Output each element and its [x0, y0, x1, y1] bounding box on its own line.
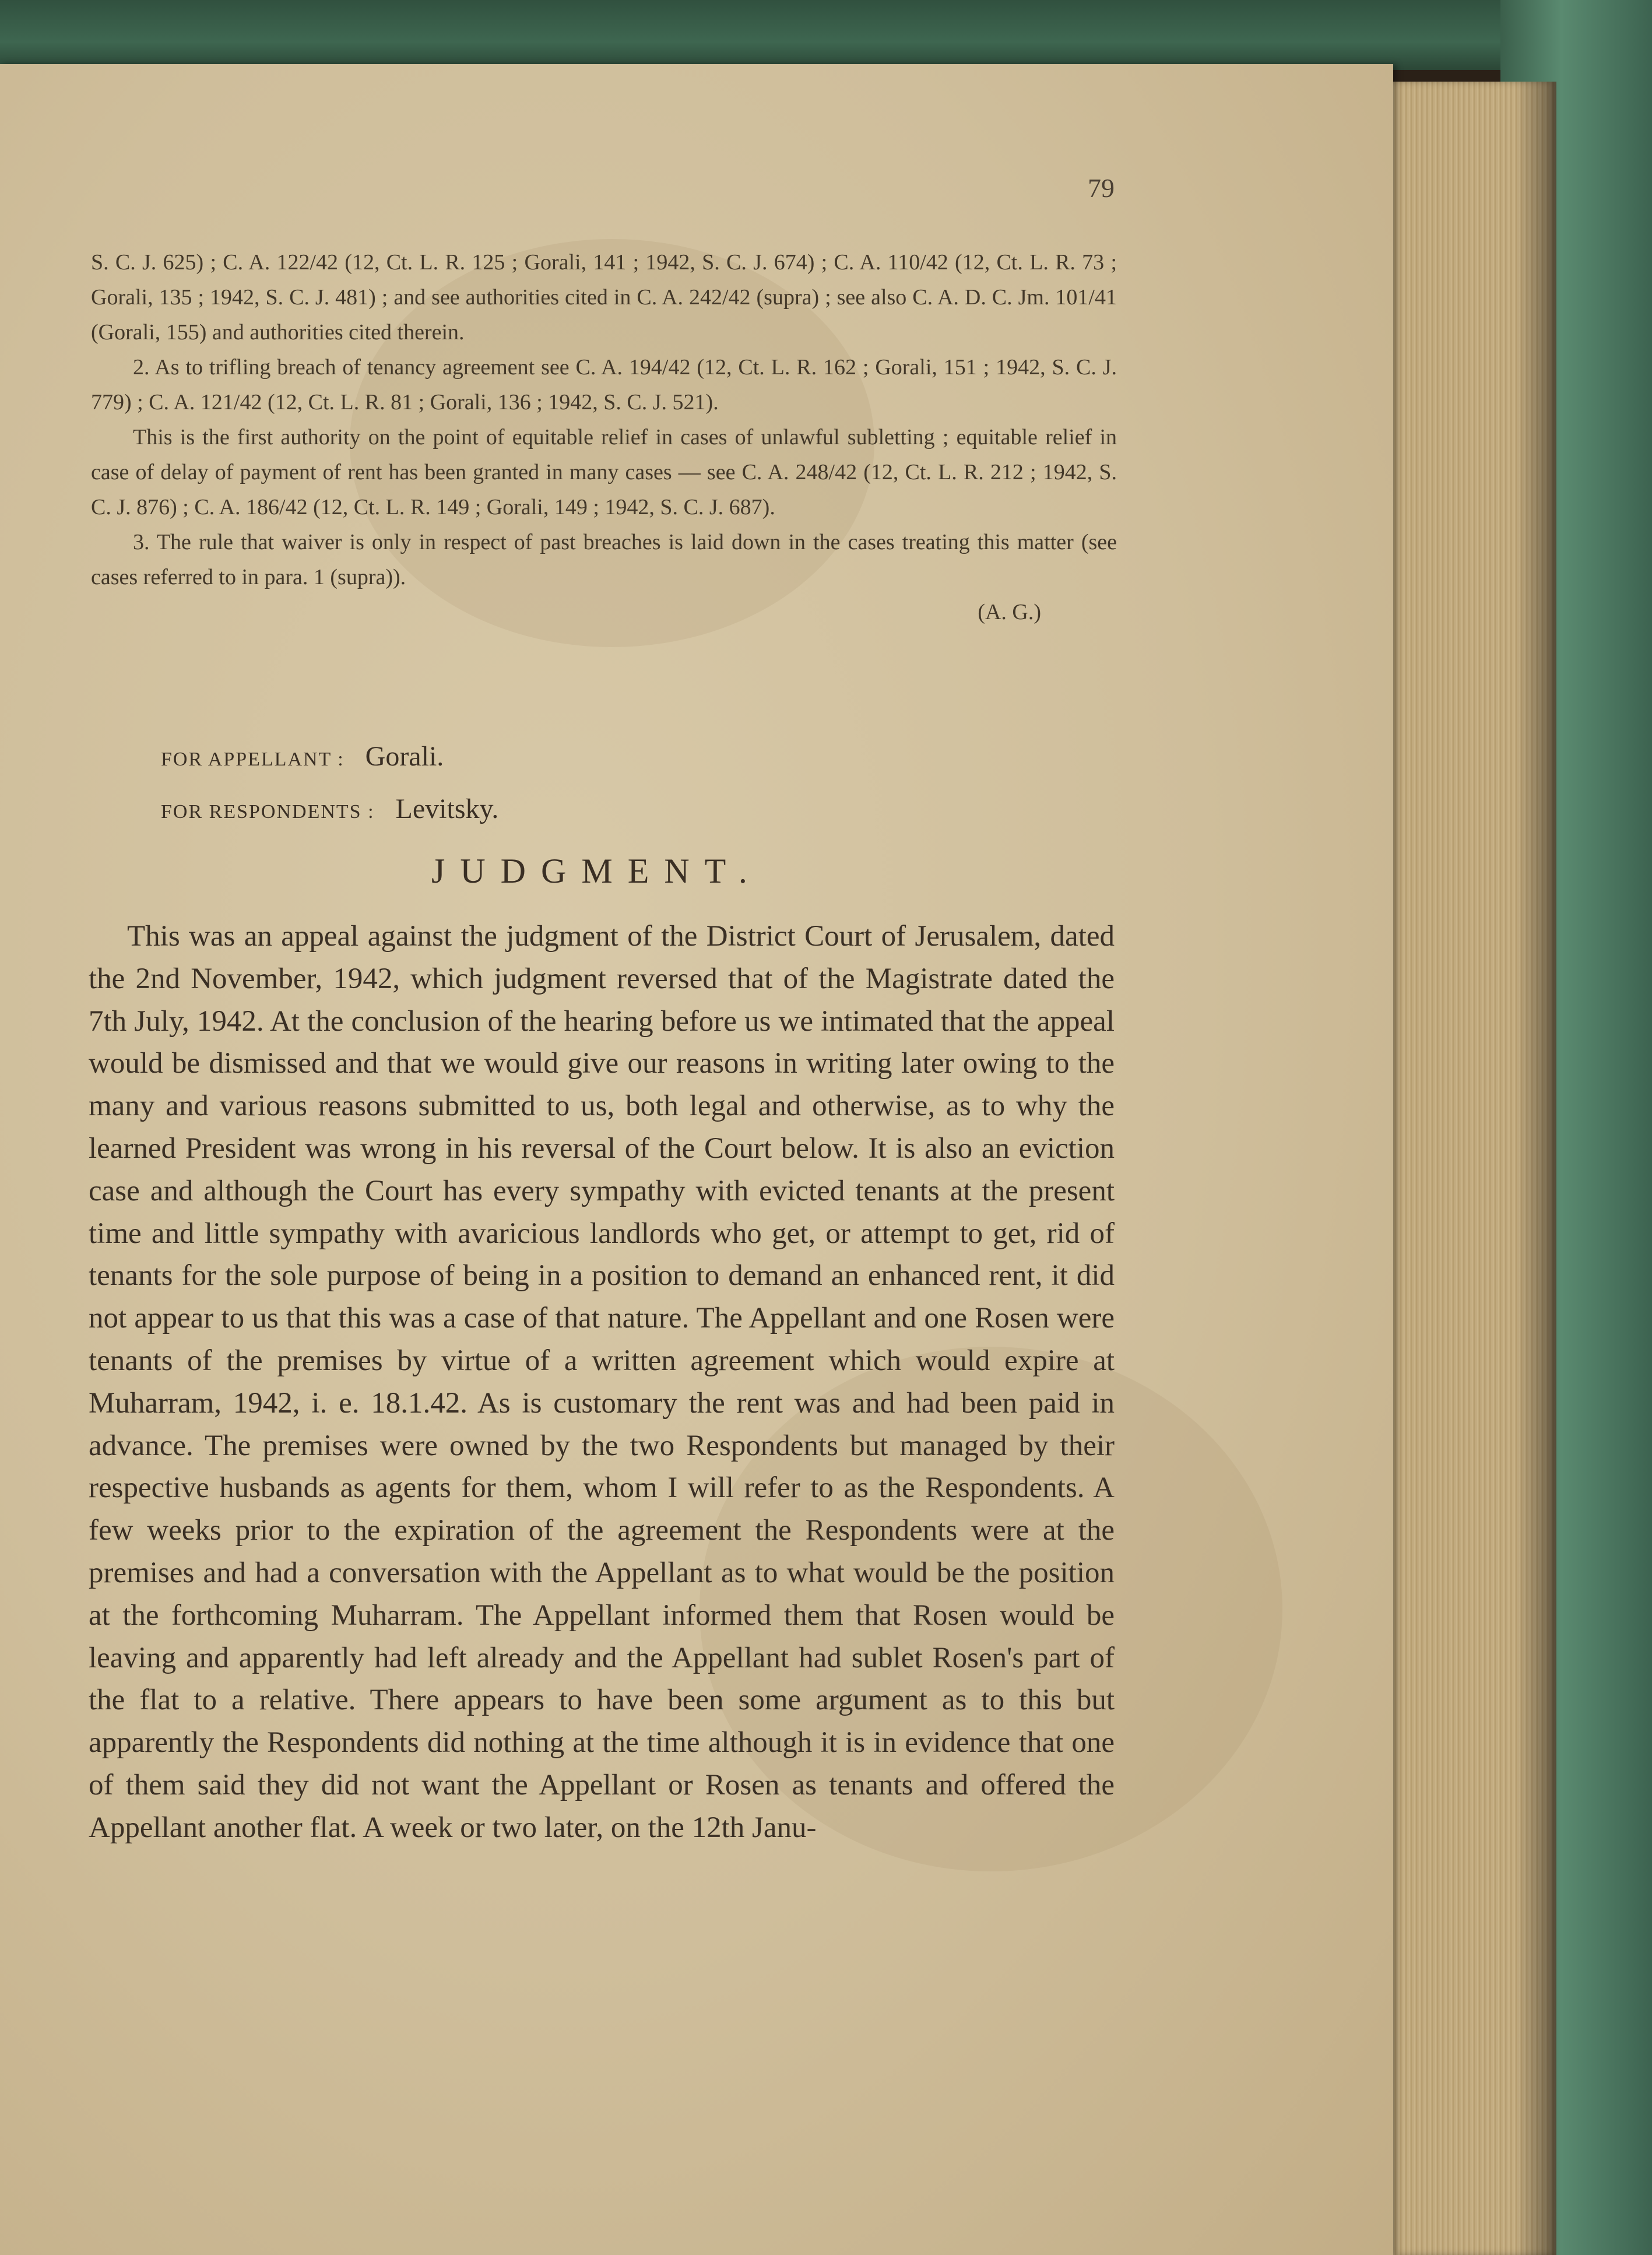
judgment-heading: JUDGMENT.: [431, 852, 762, 890]
judgment-paragraph: This was an appeal against the judgment of the District Court of Jerusalem, dated the 2nd November, 1942, which judgment reversed that of the Magistrate dated the 7th July, 1942. At the conclusion of the hearing before us we intimated that the appeal would be dismissed and that we would give our reasons in writing later owing to the many and various reasons submitted to us, both legal and otherwise, as to why the learned President was wrong in his reversal of the Court below. It is also an eviction case and although the Court has every sympathy with evicted tenants at the present time and little sympathy with avaricious landlords who get, or attempt to get, rid of tenants for the sole purpose of being in a position to demand an enhanced rent, it did not appear to us that this was a case of that nature. The Appellant and one Rosen were tenants of the premises by virtue of a written agreement which would expire at Muharram, 1942, i. e. 18.1.42. As is customary the rent was and had been paid in advance. The premises were owned by the two Respondents but managed by their respective husbands as agents for them, whom I will refer to as the Respondents. A few weeks prior to the expiration of the agreement the Respondents were at the premises and had a conversation with the Appellant as to what would be the position at the forthcoming Muharram. The Appellant informed them that Rosen would be leaving and apparently had left already and the Appellant had sublet Rosen's part of the flat to a relative. There appears to have been some argument as to this but apparently the Respondents did nothing at the time although it is in evidence that one of them said they did not want the Appellant or Rosen as tenants and offered the Appellant another flat. A week or two later, on the 12th Janu-: [89, 920, 1115, 1844]
book-cover-top: [0, 0, 1652, 70]
page-number: 79: [1088, 173, 1115, 203]
note-paragraph: 2. As to trifling breach of tenancy agreement see C. A. 194/42 (12, Ct. L. R. 162 ; Gorali, 151 ; 1942, S. C. J. 779) ; C. A. 121/42 (12, Ct. L. R. 81 ; Gorali, 136 ; 1942, S. C. J. 521).: [91, 355, 1117, 415]
appellant-counsel-name: Gorali.: [365, 741, 444, 772]
judgment-body: [89, 915, 1115, 1849]
binding-shadow: [1516, 82, 1556, 2255]
note-initials: (A. G.): [978, 600, 1041, 624]
note-paragraph: This is the first authority on the point of equitable relief in cases of unlawful subletting ; equitable relief in case of delay of payment of rent has been granted in many cases — see C. A. 248/42 (12, Ct. L. R. 212 ; 1942, S. C. J. 876) ; C. A. 186/42 (12, Ct. L. R. 149 ; Gorali, 149 ; 1942, S. C. J. 687).: [91, 425, 1117, 519]
note-paragraph: S. C. J. 625) ; C. A. 122/42 (12, Ct. L. R. 125 ; Gorali, 141 ; 1942, S. C. J. 674) ; C. A. 110/42 (12, Ct. L. R. 73 ; Gorali, 135 ; 1942, S. C. J. 481) ; and see authorities cited in C. A. 242/42 (supra) ; see also C. A. D. C. Jm. 101/41 (Gorali, 155) and authorities cited therein.: [91, 250, 1117, 345]
respondents-role-label: FOR RESPONDENTS :: [161, 801, 375, 823]
appellant-counsel: [161, 740, 444, 772]
respondents-counsel: [161, 793, 498, 825]
footnotes: [91, 245, 1117, 630]
note-paragraph: 3. The rule that waiver is only in respect of past breaches is laid down in the cases treating this matter (see cases referred to in para. 1 (supra)).: [91, 530, 1117, 589]
respondents-counsel-name: Levitsky.: [395, 793, 499, 824]
appellant-role-label: FOR APPELLANT :: [161, 749, 345, 770]
